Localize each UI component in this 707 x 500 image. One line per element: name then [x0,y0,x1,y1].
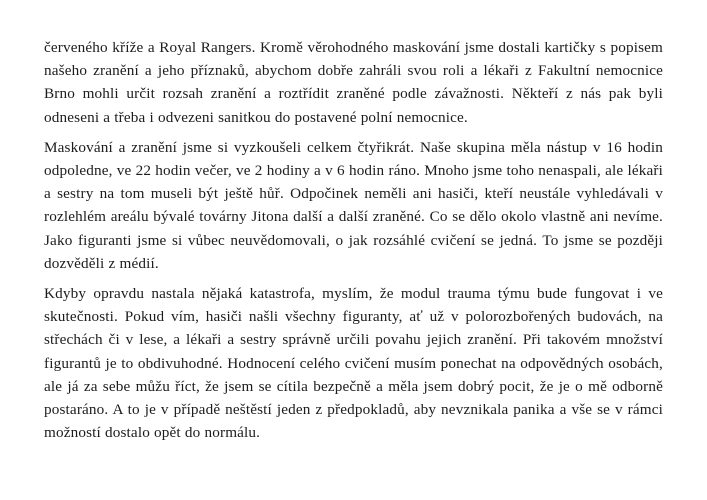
body-paragraph-1: červeného kříže a Royal Rangers. Kromě věrohodného maskování jsme dostali kartičky s popisem našeho zranění a jeho příznaků, abychom dobře zahráli svou roli a lékaři z Fakultní nemocnice Brno mohli určit rozsah zranění a roztřídit zraněné podle závažnosti. Někteří z nás pak byli odneseni a třeba i odvezeni sanitkou do postavené polní nemocnice. [44,39,663,126]
body-paragraph-2: Maskování a zranění jsme si vyzkoušeli celkem čtyřikrát. Naše skupina měla nástup v 16 hodin odpoledne, ve 22 hodin večer, ve 2 hodiny a v 6 hodin ráno. Mnoho jsme toho nenaspali, ale lékaři a sestry na tom museli být ještě hůř. Odpočinek neměli ani hasiči, kteří neustále vyhledávali v rozlehlém areálu bývalé továrny Jitona další a další zraněné. Co se dělo okolo vlastně ani nevíme. Jako figuranti jsme si vůbec neuvědomovali, o jak rozsáhlé cvičení se jedná. To jsme se později dozvěděli z médií. [44,138,663,272]
body-text-column [44,36,663,444]
body-paragraph-3: Kdyby opravdu nastala nějaká katastrofa, myslím, že modul trauma týmu bude fungovat i ve skutečnosti. Pokud vím, hasiči našli všechny figuranty, ať už v polorozbořených budovách, na střechách či v lese, a lékaři a sestry správně určili povahu jejich zranění. Při takovém množství figurantů je to obdivuhodné. Hodnocení celého cvičení musím ponechat na odpovědných osobách, ale já za sebe můžu říct, že jsem se cítila bezpečně a měla jsem dobrý pocit, že je o mě odborně postaráno. A to je v případě neštěstí jeden z předpokladů, aby nevznikala panika a vše se v rámci možností dostalo opět do normálu. [44,285,663,442]
